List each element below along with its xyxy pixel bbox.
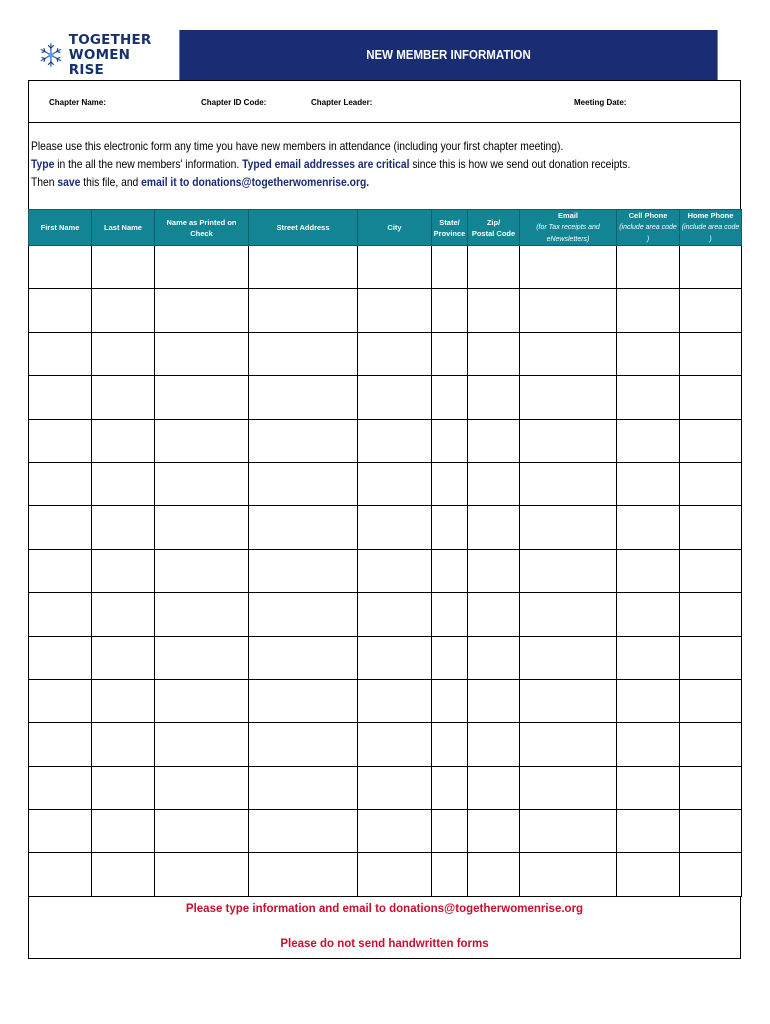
entry-cell[interactable]	[358, 679, 432, 722]
instruction-line-1: Please use this electronic form any time you have new members in attendance (including your first chapter meeting).	[31, 139, 564, 153]
entry-cell[interactable]	[155, 376, 249, 419]
entry-cell[interactable]	[520, 636, 617, 679]
table-row	[29, 506, 742, 549]
entry-cell[interactable]	[520, 549, 617, 592]
entry-cell[interactable]	[468, 853, 520, 896]
entry-cell[interactable]	[432, 246, 468, 289]
entry-cell[interactable]	[520, 462, 617, 505]
entry-cell[interactable]	[358, 419, 432, 462]
entry-cell[interactable]	[29, 462, 92, 505]
form-header	[28, 30, 741, 80]
entry-cell[interactable]	[29, 723, 92, 766]
entry-cell[interactable]	[249, 853, 358, 896]
entry-cell[interactable]	[617, 246, 680, 289]
table-row	[29, 679, 742, 722]
meeting-date-label: Meeting Date:	[574, 98, 627, 107]
instruction-line-3	[31, 173, 641, 191]
entry-cell[interactable]	[155, 593, 249, 636]
col-home-phone: Home Phone (include area code )	[680, 210, 742, 246]
entry-cell[interactable]	[680, 679, 742, 722]
entry-cell[interactable]	[468, 679, 520, 722]
entry-cell[interactable]	[468, 593, 520, 636]
entry-cell[interactable]	[155, 853, 249, 896]
chapter-name-label: Chapter Name:	[49, 98, 106, 107]
chapter-leader-label: Chapter Leader:	[311, 98, 373, 107]
entry-cell[interactable]	[358, 593, 432, 636]
entry-cell[interactable]	[680, 853, 742, 896]
entry-cell[interactable]	[358, 766, 432, 809]
entry-cell[interactable]	[520, 332, 617, 375]
entry-cell[interactable]	[468, 419, 520, 462]
table-header-row	[29, 210, 742, 246]
entry-cell[interactable]	[617, 723, 680, 766]
entry-cell[interactable]	[92, 636, 155, 679]
logo-line2: WOMEN RISE	[68, 46, 131, 78]
entry-cell[interactable]	[680, 376, 742, 419]
entry-cell[interactable]	[468, 462, 520, 505]
entry-cell[interactable]	[249, 593, 358, 636]
table-row	[29, 419, 742, 462]
entry-cell[interactable]	[155, 246, 249, 289]
instruction-text: this file, and	[80, 175, 142, 189]
entry-cell[interactable]	[432, 636, 468, 679]
col-last-name: Last Name	[92, 210, 155, 246]
entry-cell[interactable]	[155, 766, 249, 809]
entry-cell[interactable]	[249, 549, 358, 592]
entry-cell[interactable]	[468, 723, 520, 766]
entry-cell[interactable]	[520, 593, 617, 636]
entry-cell[interactable]	[155, 506, 249, 549]
entry-cell[interactable]	[680, 723, 742, 766]
logo-line1: TOGETHER	[68, 31, 152, 48]
entry-cell[interactable]	[680, 766, 742, 809]
entry-cell[interactable]	[520, 679, 617, 722]
entry-cell[interactable]	[29, 766, 92, 809]
entry-cell[interactable]	[520, 853, 617, 896]
col-zip: Zip/ Postal Code	[468, 210, 520, 246]
member-table	[28, 209, 742, 897]
entry-cell[interactable]	[680, 593, 742, 636]
entry-cell[interactable]	[92, 332, 155, 375]
entry-cell[interactable]	[92, 462, 155, 505]
entry-cell[interactable]	[92, 593, 155, 636]
entry-cell[interactable]	[520, 376, 617, 419]
entry-cell[interactable]	[92, 679, 155, 722]
member-form	[28, 30, 741, 959]
entry-cell[interactable]	[617, 853, 680, 896]
footer-email-note: Please type information and email to donations@togetherwomenrise.org	[185, 902, 584, 915]
entry-cell[interactable]	[358, 853, 432, 896]
entry-cell[interactable]	[155, 810, 249, 853]
instructions	[28, 123, 741, 209]
col-street-address: Street Address	[249, 210, 358, 246]
entry-cell[interactable]	[358, 376, 432, 419]
entry-cell[interactable]	[520, 766, 617, 809]
entry-cell[interactable]	[29, 419, 92, 462]
entry-cell[interactable]	[468, 549, 520, 592]
entry-cell[interactable]	[29, 289, 92, 332]
entry-cell[interactable]	[29, 636, 92, 679]
entry-cell[interactable]	[358, 723, 432, 766]
entry-cell[interactable]	[29, 853, 92, 896]
entry-cell[interactable]	[680, 289, 742, 332]
entry-cell[interactable]	[468, 376, 520, 419]
table-row	[29, 289, 742, 332]
entry-cell[interactable]	[249, 766, 358, 809]
entry-cell[interactable]	[432, 462, 468, 505]
col-email: Email (for Tax receipts and eNewsletters)	[520, 210, 617, 246]
form-title: NEW MEMBER INFORMATION	[179, 30, 717, 80]
entry-cell[interactable]	[155, 549, 249, 592]
entry-cell[interactable]	[617, 810, 680, 853]
entry-cell[interactable]	[432, 679, 468, 722]
entry-cell[interactable]	[520, 289, 617, 332]
entry-cell[interactable]	[249, 419, 358, 462]
col-state: State/ Province	[432, 210, 468, 246]
entry-cell[interactable]	[29, 376, 92, 419]
table-row	[29, 853, 742, 896]
entry-cell[interactable]	[358, 506, 432, 549]
entry-cell[interactable]	[155, 636, 249, 679]
chapter-info-row	[28, 80, 741, 123]
table-row	[29, 636, 742, 679]
entry-cell[interactable]	[249, 810, 358, 853]
entry-cell[interactable]	[249, 723, 358, 766]
entry-cell[interactable]	[520, 723, 617, 766]
entry-cell[interactable]	[92, 810, 155, 853]
entry-cell[interactable]	[432, 723, 468, 766]
entry-cell[interactable]	[617, 549, 680, 592]
entry-cell[interactable]	[617, 593, 680, 636]
entry-cell[interactable]	[92, 246, 155, 289]
entry-cell[interactable]	[680, 462, 742, 505]
entry-cell[interactable]	[680, 810, 742, 853]
entry-cell[interactable]	[432, 419, 468, 462]
entry-cell[interactable]	[520, 419, 617, 462]
entry-cell[interactable]	[617, 766, 680, 809]
table-row	[29, 810, 742, 853]
entry-cell[interactable]	[92, 723, 155, 766]
entry-cell[interactable]	[92, 289, 155, 332]
entry-cell[interactable]	[468, 289, 520, 332]
instruction-text: since this is how we send out donation receipts.	[409, 157, 631, 171]
entry-cell[interactable]	[432, 332, 468, 375]
entry-cell[interactable]	[358, 549, 432, 592]
entry-cell[interactable]	[680, 332, 742, 375]
entry-cell[interactable]	[249, 332, 358, 375]
entry-cell[interactable]	[680, 506, 742, 549]
entry-cell[interactable]	[617, 462, 680, 505]
entry-cell[interactable]	[358, 462, 432, 505]
entry-cell[interactable]	[358, 289, 432, 332]
entry-cell[interactable]	[468, 332, 520, 375]
entry-cell[interactable]	[249, 246, 358, 289]
entry-cell[interactable]	[92, 549, 155, 592]
entry-cell[interactable]	[358, 810, 432, 853]
entry-cell[interactable]	[249, 376, 358, 419]
email-critical-emphasis: Typed email addresses are critical	[242, 157, 410, 171]
entry-cell[interactable]	[358, 246, 432, 289]
entry-cell[interactable]	[29, 332, 92, 375]
entry-cell[interactable]	[249, 679, 358, 722]
entry-cell[interactable]	[432, 289, 468, 332]
table-row	[29, 766, 742, 809]
entry-cell[interactable]	[468, 246, 520, 289]
col-cell-phone: Cell Phone (include area code )	[617, 210, 680, 246]
footer-handwritten-note: Please do not send handwritten forms	[280, 937, 489, 950]
entry-cell[interactable]	[617, 419, 680, 462]
col-name-on-check: Name as Printed on Check	[155, 210, 249, 246]
type-emphasis: Type	[31, 157, 55, 171]
instruction-line-2	[31, 155, 641, 173]
table-row	[29, 246, 742, 289]
entry-cell[interactable]	[520, 506, 617, 549]
entry-cell[interactable]	[92, 853, 155, 896]
entry-cell[interactable]	[432, 376, 468, 419]
entry-cell[interactable]	[29, 679, 92, 722]
entry-cell[interactable]	[617, 376, 680, 419]
entry-cell[interactable]	[358, 332, 432, 375]
entry-cell[interactable]	[155, 723, 249, 766]
entry-cell[interactable]	[617, 332, 680, 375]
entry-cell[interactable]	[468, 766, 520, 809]
entry-cell[interactable]	[155, 679, 249, 722]
entry-cell[interactable]	[249, 636, 358, 679]
entry-cell[interactable]	[92, 419, 155, 462]
table-row	[29, 462, 742, 505]
entry-cell[interactable]	[155, 419, 249, 462]
entry-cell[interactable]	[432, 853, 468, 896]
table-row	[29, 723, 742, 766]
entry-cell[interactable]	[29, 593, 92, 636]
table-row	[29, 332, 742, 375]
entry-cell[interactable]	[358, 636, 432, 679]
entry-cell[interactable]	[92, 766, 155, 809]
table-row	[29, 593, 742, 636]
col-first-name: First Name	[29, 210, 92, 246]
snowflake-icon	[38, 40, 64, 70]
entry-cell[interactable]	[520, 246, 617, 289]
entry-cell[interactable]	[432, 506, 468, 549]
entry-cell[interactable]	[29, 810, 92, 853]
entry-cell[interactable]	[680, 419, 742, 462]
col-city: City	[358, 210, 432, 246]
entry-cell[interactable]	[155, 462, 249, 505]
entry-cell[interactable]	[468, 810, 520, 853]
entry-cell[interactable]	[468, 636, 520, 679]
entry-cell[interactable]	[249, 506, 358, 549]
entry-cell[interactable]	[92, 376, 155, 419]
entry-cell[interactable]	[249, 289, 358, 332]
chapter-id-label: Chapter ID Code:	[201, 98, 267, 107]
entry-cell[interactable]	[92, 506, 155, 549]
save-emphasis: save	[57, 175, 81, 189]
entry-cell[interactable]	[617, 289, 680, 332]
entry-cell[interactable]	[617, 636, 680, 679]
form-footer	[28, 897, 741, 959]
entry-cell[interactable]	[468, 506, 520, 549]
entry-cell[interactable]	[432, 549, 468, 592]
entry-cell[interactable]	[680, 549, 742, 592]
entry-cell[interactable]	[680, 246, 742, 289]
entry-cell[interactable]	[432, 593, 468, 636]
logo	[28, 30, 156, 80]
instruction-text: in the all the new members' information.	[54, 157, 243, 171]
entry-cell[interactable]	[680, 636, 742, 679]
entry-cell[interactable]	[432, 766, 468, 809]
entry-cell[interactable]	[155, 289, 249, 332]
entry-cell[interactable]	[249, 462, 358, 505]
instruction-text: Then	[31, 175, 58, 189]
entry-cell[interactable]	[29, 549, 92, 592]
entry-cell[interactable]	[520, 810, 617, 853]
email-link-emphasis: email it to donations@togetherwomenrise.org.	[141, 175, 370, 189]
entry-cell[interactable]	[617, 679, 680, 722]
table-row	[29, 376, 742, 419]
entry-cell[interactable]	[29, 246, 92, 289]
entry-cell[interactable]	[155, 332, 249, 375]
entry-cell[interactable]	[617, 506, 680, 549]
table-row	[29, 549, 742, 592]
entry-cell[interactable]	[29, 506, 92, 549]
entry-cell[interactable]	[432, 810, 468, 853]
